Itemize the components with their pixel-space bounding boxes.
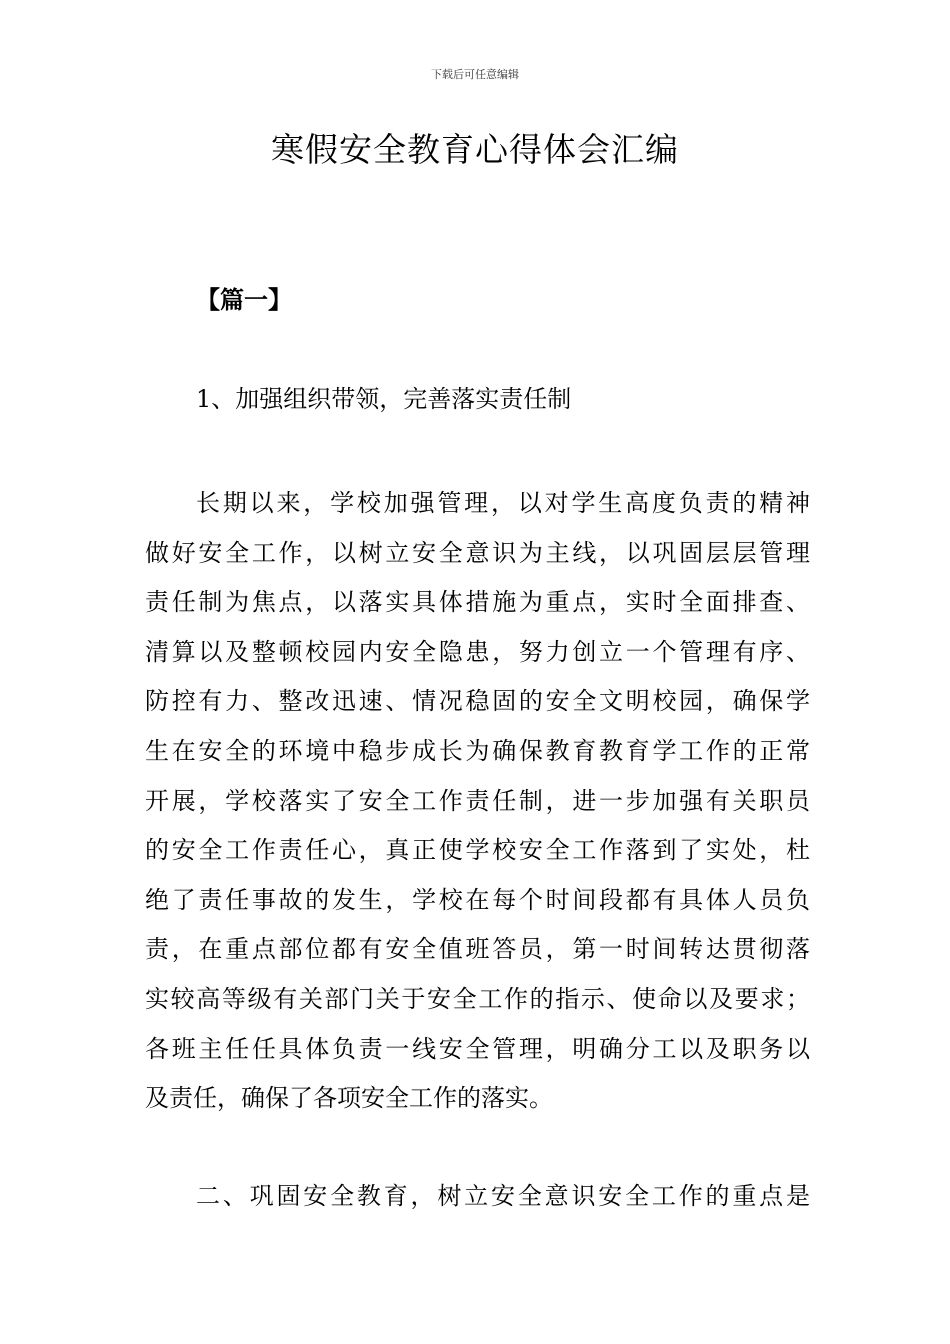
paragraph-line: 责任制为焦点，以落实具体措施为重点，实时全面排查、 — [145, 588, 810, 617]
paragraph-line: 做好安全工作，以树立安全意识为主线，以巩固层层管理 — [145, 538, 810, 567]
paragraph-line: 及责任，确保了各项安全工作的落实。 — [145, 1084, 553, 1113]
section-label: 【篇一】 — [196, 285, 292, 314]
paragraph-line: 清算以及整顿校园内安全隐患，努力创立一个管理有序、 — [145, 637, 810, 666]
body-paragraph — [145, 479, 810, 1124]
paragraph-line: 的安全工作责任心，真正使学校安全工作落到了实处，杜 — [145, 836, 810, 865]
paragraph-line: 防控有力、整改迅速、情况稳固的安全文明校园，确保学 — [145, 687, 810, 716]
subheading-1: 1、加强组织带领，完善落实责任制 — [196, 385, 572, 413]
paragraph-line: 绝了责任事故的发生，学校在每个时间段都有具体人员负 — [145, 885, 810, 914]
paragraph-line: 生在安全的环境中稳步成长为确保教育教育学工作的正常 — [145, 736, 810, 765]
paragraph-line: 责，在重点部位都有安全值班答员，第一时间转达贯彻落 — [145, 935, 810, 964]
paragraph-line: 长期以来，学校加强管理，以对学生高度负责的精神 — [196, 489, 810, 517]
header-note: 下载后可任意编辑 — [431, 68, 519, 81]
document-title: 寒假安全教育心得体会汇编 — [271, 130, 679, 169]
paragraph-line: 开展，学校落实了安全工作责任制，进一步加强有关职员 — [145, 786, 810, 815]
paragraph-line: 各班主任任具体负责一线安全管理，明确分工以及职务以 — [145, 1034, 810, 1063]
subheading-2: 二、巩固安全教育，树立安全意识安全工作的重点是 — [196, 1182, 810, 1210]
paragraph-line: 实较高等级有关部门关于安全工作的指示、使命以及要求； — [145, 984, 810, 1013]
